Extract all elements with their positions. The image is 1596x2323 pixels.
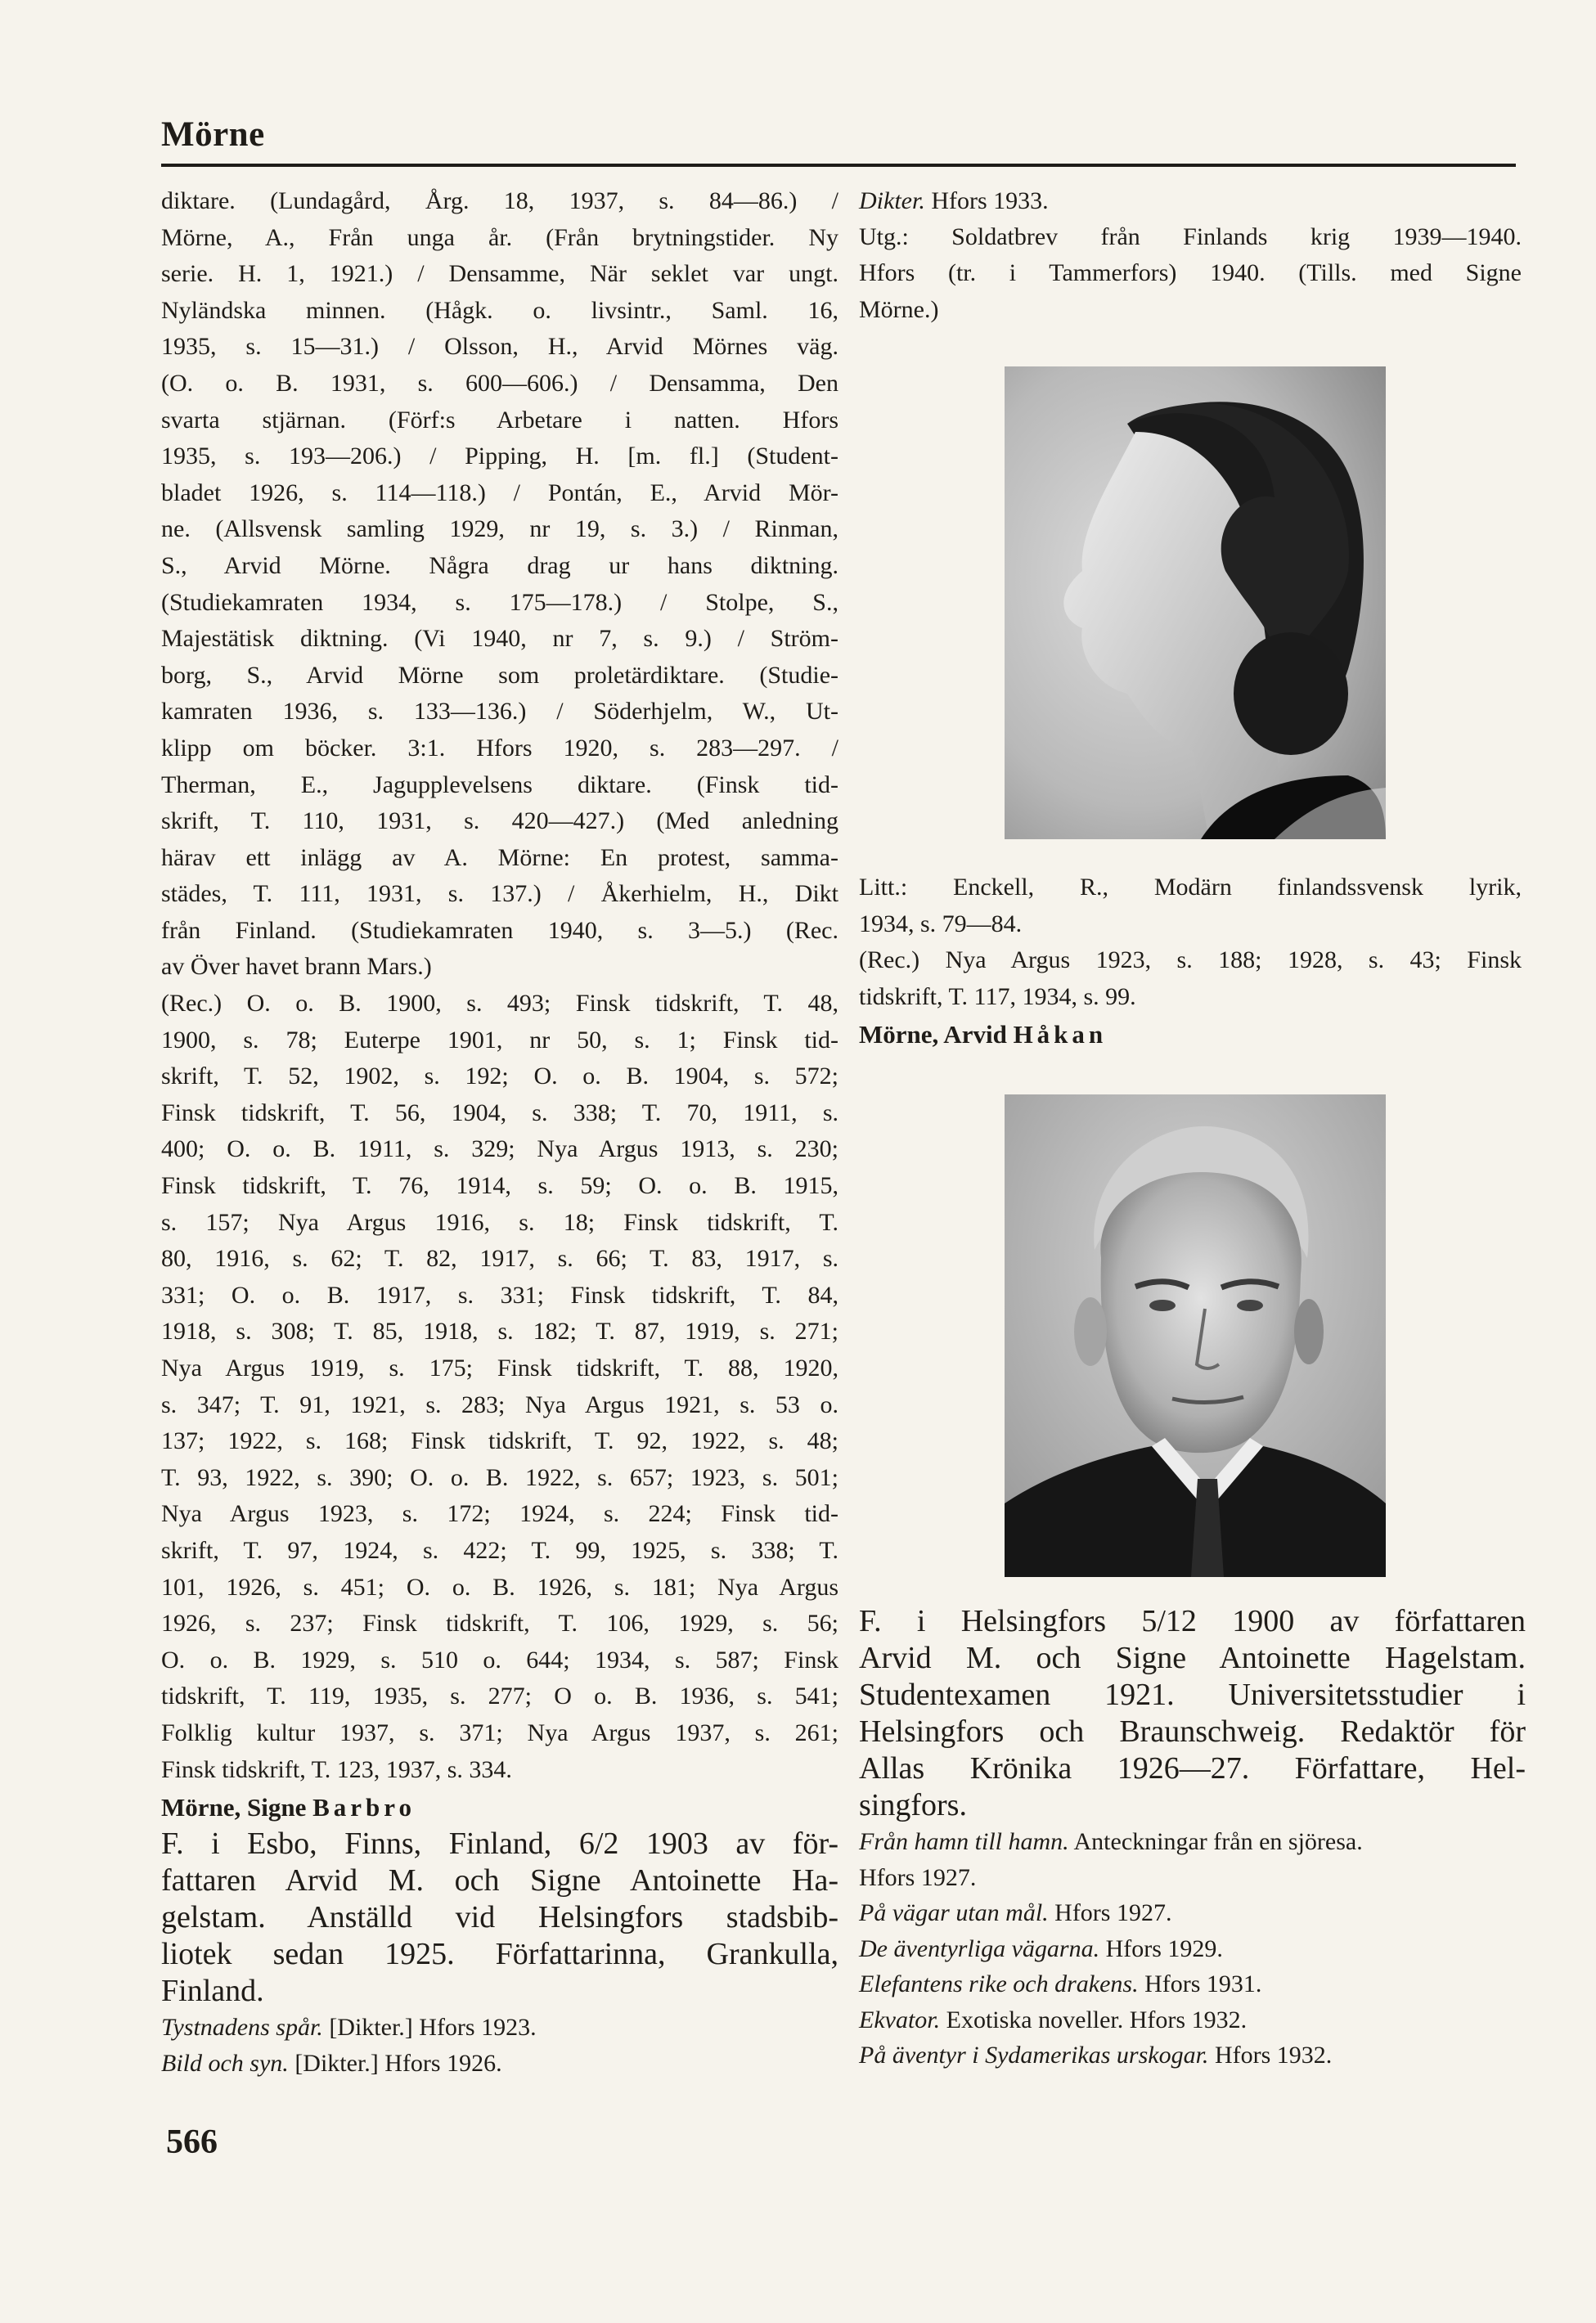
text-line: Finsk tidskrift, T. 123, 1937, s. 334. — [161, 1755, 512, 1783]
work-title: Elefantens rike och drakens. — [859, 1970, 1139, 1997]
work-entry — [859, 1966, 1526, 2002]
text-line: s. 347; T. 91, 1921, s. 283; Nya Argus 1921, s. 53 o. — [161, 1391, 838, 1418]
work-title: De äventyrliga vägarna. — [859, 1934, 1100, 1962]
bio-line: Studentexamen 1921. Universitetsstudier i — [859, 1678, 1526, 1712]
text-line: härav ett inlägg av A. Mörne: En protest, samma- — [161, 843, 838, 871]
text-line: av Över havet brann Mars.) — [161, 953, 432, 981]
text-line: 137; 1922, s. 168; Finsk tidskrift, T. 92, 1922, s. 48; — [161, 1427, 838, 1455]
work-entry — [161, 2010, 838, 2046]
header-rule — [161, 164, 1516, 167]
text-line: 1926, s. 237; Finsk tidskrift, T. 106, 1929, s. 56; — [161, 1610, 838, 1638]
text-line: 1934, s. 79—84. — [859, 910, 1023, 937]
text-line: 101, 1926, s. 451; O. o. B. 1926, s. 181; Nya Argus — [161, 1573, 838, 1601]
work-title: Bild och syn. — [161, 2049, 289, 2077]
text-line: Nya Argus 1923, s. 172; 1924, s. 224; Finsk tid- — [161, 1500, 838, 1528]
work-title: På vägar utan mål. — [859, 1899, 1049, 1926]
page-number: 566 — [166, 2123, 218, 2161]
text-line: Litt.: Enckell, R., Modärn finlandssvensk lyrik, — [859, 874, 1522, 901]
text-line: (O. o. B. 1931, s. 600—606.) / Densamma, Den — [161, 369, 838, 397]
text-line: ne. (Allsvensk samling 1929, nr 19, s. 3.) / Rinman, — [161, 515, 838, 543]
text-line: serie. H. 1, 1921.) / Densamme, När seklet var ungt. — [161, 260, 838, 288]
work-title: Dikter. — [859, 187, 925, 214]
portrait-photo-barbro — [1005, 366, 1386, 839]
text-line: borg, S., Arvid Mörne som proletärdiktare. (Studie- — [161, 661, 838, 689]
bio-line: Allas Krönika 1926—27. Författare, Hel- — [859, 1751, 1526, 1786]
barbro-entry — [161, 1790, 838, 2081]
entry-name: Mörne, Signe — [161, 1793, 313, 1822]
text-line: Utg.: Soldatbrev från Finlands krig 1939—1940. — [859, 222, 1522, 250]
text-line: klipp om böcker. 3:1. Hfors 1920, s. 283—297. / — [161, 734, 838, 762]
text-line: Hfors (tr. i Tammerfors) 1940. (Tills. med Signe — [859, 259, 1522, 287]
work-detail: Hfors 1927. — [1048, 1899, 1172, 1926]
work-detail: Hfors 1932. — [1208, 2042, 1333, 2069]
bio-line: singfors. — [859, 1788, 967, 1822]
running-head: Mörne — [161, 115, 265, 154]
text-line: 80, 1916, s. 62; T. 82, 1917, s. 66; T. 83, 1917, s. — [161, 1245, 838, 1273]
bio-line: Arvid M. och Signe Antoinette Hagelstam. — [859, 1641, 1526, 1675]
work-detail: [Dikter.] Hfors 1923. — [322, 2014, 537, 2042]
entry-name: Mörne, Arvid — [859, 1020, 1014, 1049]
text-line: (Rec.) O. o. B. 1900, s. 493; Finsk tidskrift, T. 48, — [161, 990, 838, 1018]
text-line: T. 93, 1922, s. 390; O. o. B. 1922, s. 657; 1923, s. 501; — [161, 1463, 838, 1491]
work-entry — [859, 1931, 1526, 1967]
text-line: bladet 1926, s. 114—118.) / Pontán, E., Arvid Mör- — [161, 479, 838, 506]
work-detail: Hfors 1933. — [924, 187, 1049, 214]
portrait-woman-profile — [1005, 366, 1386, 839]
work-detail: Anteckningar från en sjöresa. — [1068, 1828, 1363, 1855]
bio-line: gelstam. Anställd vid Helsingfors stadsbib- — [161, 1900, 838, 1935]
left-column — [161, 183, 838, 2081]
bio-line: fattaren Arvid M. och Signe Antoinette Ha- — [161, 1863, 838, 1898]
text-line: O. o. B. 1929, s. 510 o. 644; 1934, s. 587; Finsk — [161, 1646, 838, 1674]
text-line: skrift, T. 52, 1902, s. 192; O. o. B. 1904, s. 572; — [161, 1063, 838, 1090]
text-line: 1900, s. 78; Euterpe 1901, nr 50, s. 1; Finsk tid- — [161, 1026, 838, 1054]
text-line: skrift, T. 110, 1931, s. 420—427.) (Med anledning — [161, 807, 838, 835]
work-entry — [859, 1860, 1526, 1896]
text-line: skrift, T. 97, 1924, s. 422; T. 99, 1925, s. 338; T. — [161, 1536, 838, 1564]
text-line: tidskrift, T. 119, 1935, s. 277; O o. B. 1936, s. 541; — [161, 1683, 838, 1710]
work-detail: Hfors 1931. — [1138, 1970, 1262, 1997]
right-column — [859, 183, 1522, 328]
text-line: s. 157; Nya Argus 1916, s. 18; Finsk tidskrift, T. — [161, 1208, 838, 1236]
text-line: 400; O. o. B. 1911, s. 329; Nya Argus 1913, s. 230; — [161, 1135, 838, 1163]
text-line: 1935, s. 15—31.) / Olsson, H., Arvid Mörnes väg. — [161, 333, 838, 361]
text-line: 1935, s. 193—206.) / Pipping, H. [m. fl.] (Student- — [161, 443, 838, 470]
work-entry — [859, 1824, 1526, 1860]
portrait-man-frontal — [1005, 1094, 1386, 1577]
hakan-entry — [859, 1603, 1526, 2074]
text-line: (Rec.) Nya Argus 1923, s. 188; 1928, s. 43; Finsk — [859, 946, 1522, 974]
work-entry — [859, 2002, 1526, 2038]
bio-line: Finland. — [161, 1974, 264, 2009]
text-line: Majestätisk diktning. (Vi 1940, nr 7, s. 9.) / Ström- — [161, 625, 838, 653]
bio-line: liotek sedan 1925. Författarinna, Grankulla, — [161, 1937, 838, 1972]
work-entry — [859, 183, 1522, 219]
text-line: kamraten 1936, s. 133—136.) / Söderhjelm, W., Ut- — [161, 698, 838, 726]
text-line: Mörne.) — [859, 295, 939, 323]
bio-line: F. i Esbo, Finns, Finland, 6/2 1903 av för- — [161, 1826, 838, 1862]
work-entry — [859, 1895, 1526, 1931]
text-line: S., Arvid Mörne. Några drag ur hans diktning. — [161, 551, 838, 579]
text-line: Finsk tidskrift, T. 56, 1904, s. 338; T. 70, 1911, s. — [161, 1099, 838, 1126]
work-entry — [161, 2046, 838, 2082]
text-line: 1918, s. 308; T. 85, 1918, s. 182; T. 87, 1919, s. 271; — [161, 1318, 838, 1346]
text-line: Therman, E., Jagupplevelsens diktare. (Finsk tid- — [161, 771, 838, 798]
work-detail: Hfors 1929. — [1099, 1934, 1223, 1962]
text-line: städes, T. 111, 1931, s. 137.) / Åkerhielm, H., Dikt — [161, 880, 838, 908]
work-title: Från hamn till hamn. — [859, 1828, 1069, 1855]
work-detail: [Dikter.] Hfors 1926. — [288, 2049, 502, 2077]
entry-name-spaced: Håkan — [1013, 1020, 1108, 1049]
text-line: 331; O. o. B. 1917, s. 331; Finsk tidskrift, T. 84, — [161, 1281, 838, 1309]
bio-line: Helsingfors och Braunschweig. Redaktör för — [859, 1714, 1526, 1749]
work-entry — [859, 2038, 1526, 2074]
text-line: Nyländska minnen. (Hågk. o. livsintr., Saml. 16, — [161, 296, 838, 324]
work-detail: Hfors 1927. — [859, 1863, 977, 1891]
work-title: Tystnadens spår. — [161, 2014, 323, 2042]
work-title: Ekvator. — [859, 2006, 941, 2033]
work-detail: Exotiska noveller. Hfors 1932. — [940, 2006, 1248, 2033]
portrait-photo-hakan — [1005, 1094, 1386, 1577]
text-line: Finsk tidskrift, T. 76, 1914, s. 59; O. o. B. 1915, — [161, 1172, 838, 1200]
text-line: från Finland. (Studiekamraten 1940, s. 3—5.) (Rec. — [161, 916, 838, 944]
entry-name-spaced: Barbro — [312, 1793, 416, 1822]
text-line: Mörne, A., Från unga år. (Från brytningstider. Ny — [161, 223, 838, 251]
text-line: svarta stjärnan. (Förf:s Arbetare i natten. Hfors — [161, 406, 838, 434]
work-title: På äventyr i Sydamerikas urskogar. — [859, 2042, 1209, 2069]
text-line: Folklig kultur 1937, s. 371; Nya Argus 1937, s. 261; — [161, 1719, 838, 1746]
text-line: diktare. (Lundagård, Årg. 18, 1937, s. 84—86.) / — [161, 187, 838, 214]
text-line: tidskrift, T. 117, 1934, s. 99. — [859, 982, 1136, 1010]
entry-heading — [859, 1017, 1522, 1053]
entry-heading — [161, 1790, 838, 1826]
text-line: Nya Argus 1919, s. 175; Finsk tidskrift, T. 88, 1920, — [161, 1355, 838, 1382]
text-line: (Studiekamraten 1934, s. 175—178.) / Stolpe, S., — [161, 588, 838, 616]
bio-line: F. i Helsingfors 5/12 1900 av författaren — [859, 1604, 1526, 1638]
right-column-lower — [859, 869, 1522, 1053]
arvid-bibliography — [161, 183, 838, 1788]
